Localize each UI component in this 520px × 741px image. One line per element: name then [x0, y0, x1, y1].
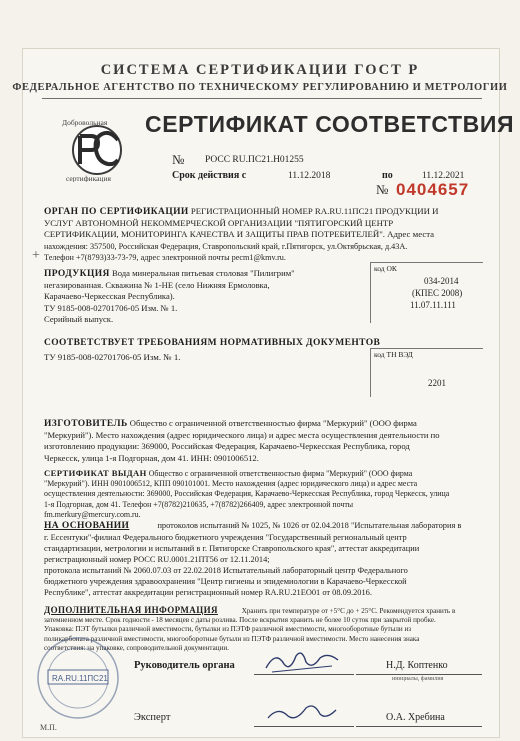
issued-line4: 1-я Подгорная, дом 41. Телефон +7(8782)210635, +7(8782)266409, адрес электронной почты: [44, 499, 354, 509]
manufacturer-line4: Черкесск, улица 1-я Подгорная, дом 41. ИНН: 0901006512.: [44, 452, 259, 463]
additional-line5: соответствия: на упаковке, сопроводительной документации.: [44, 643, 229, 652]
validity-to-label: по: [382, 170, 393, 181]
agency-name: ФЕДЕРАЛЬНОЕ АГЕНТСТВО ПО ТЕХНИЧЕСКОМУ РЕГУЛИРОВАНИЮ И МЕТРОЛОГИИ: [12, 82, 508, 93]
manufacturer-line1: Общество с ограниченной ответственностью фирма "Меркурий" (ООО фирма: [129, 418, 417, 428]
expert-signature-line: [254, 726, 354, 727]
gost-r-logo-icon: [58, 116, 136, 182]
requirements-line1: ТУ 9185-008-02701706-05 Изм. № 1.: [44, 352, 181, 362]
additional-line2: затемненном месте. Срок годности - 18 месяцев с даты розлива. После вскрытия хранить не более 10 суток при закрытой пробке.: [44, 616, 436, 625]
organ-line3: СЕРТИФИКАЦИИ, МОНИТОРИНГА КАЧЕСТВА И ЗАЩИТЫ ПРАВ ПОТРЕБИТЕЛЕЙ". Адрес места: [44, 229, 435, 240]
logo-top-text: Добровольная: [62, 118, 108, 127]
product-line3: Карачаево-Черкесская Республика).: [44, 291, 175, 302]
manufacturer-line3: изготовлению продукции: 369000, Российская Федерация, Карачаево-Черкесская Республика, город: [44, 441, 410, 452]
registration-cross-icon: +: [32, 248, 40, 263]
issued-block: [44, 468, 496, 520]
basis-line6: бюджетного учреждения здравоохранения "Центр гигиены и эпидемиологии в Карачаево-Черкесской: [44, 577, 407, 586]
head-signature-line: [254, 674, 354, 675]
additional-line3: Упаковка: ПЭТ бутылки различной вместимости, бутылки из ПЭТФ различной вместимости, многооборотные бутыли из: [44, 625, 412, 634]
expert-name-line: [356, 726, 482, 727]
validity-to: 11.12.2021: [422, 171, 465, 181]
product-code1: 034-2014: [424, 276, 459, 286]
basis-block: [44, 520, 496, 598]
system-title: СИСТЕМА СЕРТИФИКАЦИИ ГОСТ Р: [100, 62, 420, 78]
head-name: Н.Д. Коптенко: [386, 660, 448, 671]
manufacturer-label: ИЗГОТОВИТЕЛЬ: [44, 419, 128, 429]
basis-line1: протоколов испытаний № 1025, № 1026 от 02.04.2018 "Испытательная лаборатория в: [157, 521, 462, 530]
organ-line2: УСЛУГ АВТОНОМНОЙ НЕКОММЕРЧЕСКОЙ ОРГАНИЗАЦИИ "ПЯТИГОРСКИЙ ЦЕНТР: [44, 218, 394, 229]
product-line2: негазированная. Скважина № 1-НЕ (село Нижняя Ермоловка,: [44, 280, 270, 291]
basis-line5: протокола испытаний № 2060.07.03 от 22.02.2018 Испытательный лабораторный центр Федерального: [44, 566, 408, 575]
organ-block: [44, 206, 494, 263]
tnved-code-label: код ТН ВЭД: [374, 350, 413, 359]
number-symbol: №: [172, 152, 185, 167]
issued-line2: "Меркурий"). ИНН 0901006512, КПП 090101001. Место нахождения (адрес юридического лица) и адрес места: [44, 479, 418, 489]
additional-line1: Хранить при температуре от +5°С до + 25°С. Рекомендуется хранить в: [241, 607, 456, 615]
serial-number: 0404657: [396, 180, 470, 199]
issued-label: СЕРТИФИКАТ ВЫДАН: [44, 468, 147, 478]
manufacturer-block: [44, 418, 496, 464]
product-code-label: код ОК: [374, 264, 397, 273]
product-line1: Вода минеральная питьевая столовая "Пилигрим": [111, 268, 295, 278]
organ-label: ОРГАН ПО СЕРТИФИКАЦИИ: [44, 207, 189, 217]
serial-symbol: №: [376, 182, 389, 197]
official-stamp-icon: [32, 626, 124, 734]
validity-label: Срок действия с: [172, 170, 247, 181]
expert-name: О.А. Хребина: [386, 712, 445, 723]
issued-line3: осуществления деятельности: 369000, Российская Федерация, Карачаево-Черкесская Республика, город Черкесск, улица: [44, 489, 450, 499]
certificate-number: РОСС RU.ПС21.Н01255: [205, 155, 304, 165]
expert-signature-icon: [262, 700, 342, 726]
basis-line7: Республике", аттестат аккредитации регистрационный номер RA.RU.21ЕО01 от 08.09.2016.: [44, 588, 372, 597]
basis-line3: стандартизации, метрологии и испытаний в г. Пятигорске Ставропольского края", аттестат аккредитации: [44, 544, 420, 553]
issued-line1: Общество с ограниченной ответственностью фирма "Меркурий" (ООО фирма: [148, 469, 413, 478]
stamp-text: RA.RU.11ПС21: [52, 674, 108, 683]
head-signature-icon: [262, 646, 342, 676]
requirements-label: СООТВЕТСТВУЕТ ТРЕБОВАНИЯМ НОРМАТИВНЫХ ДОКУМЕНТОВ: [44, 338, 381, 348]
expert-label: Эксперт: [134, 712, 171, 723]
stamp-mp: М.П.: [40, 723, 57, 732]
head-label: Руководитель органа: [134, 660, 235, 671]
basis-line2: г. Ессентуки"-филиал Федерального бюджетного учреждения "Государственный региональный центр: [44, 533, 407, 542]
validity-from: 11.12.2018: [288, 171, 331, 181]
organ-line1: РЕГИСТРАЦИОННЫЙ НОМЕР RA.RU.11ПС21 ПРОДУКЦИИ И: [190, 206, 439, 216]
organ-line5: Телефон +7(8793)33-73-79, адрес электронной почты pecm1@kmv.ru.: [44, 252, 286, 262]
product-code2: (КПЕС 2008): [412, 288, 463, 298]
tnved-code: 2201: [428, 378, 446, 388]
product-block: [44, 268, 364, 325]
issued-line5: fm.merkury@mercury.com.ru.: [44, 509, 141, 519]
header-divider: [42, 98, 482, 99]
manufacturer-line2: "Меркурий"). Место нахождения (адрес юридического лица) и адрес места осуществления деятельности по: [44, 430, 440, 441]
certificate-title: СЕРТИФИКАТ СООТВЕТСТВИЯ: [145, 111, 515, 137]
additional-label: ДОПОЛНИТЕЛЬНАЯ ИНФОРМАЦИЯ: [44, 605, 218, 615]
product-label: ПРОДУКЦИЯ: [44, 269, 110, 279]
product-line4: ТУ 9185-008-02701706-05 Изм. № 1.: [44, 302, 178, 313]
organ-line4: нахождения: 357500, Российская Федерация, Ставропольский край, г.Пятигорск, ул.Октябрьская, д.43А.: [44, 241, 408, 251]
product-code3: 11.07.11.111: [410, 300, 456, 310]
basis-line4: регистрационный номер РОСС RU.0001.21ПТ56 от 12.11.2014;: [44, 555, 270, 564]
additional-line4: поликарбоната различной вместимости, многооборотные бутыли из ПЭТФ различной вместимости. Место нанесения знака: [44, 634, 420, 643]
basis-label: НА ОСНОВАНИИ: [44, 521, 130, 531]
logo-bottom-text: сертификация: [66, 174, 111, 182]
product-line5: Серийный выпуск.: [44, 313, 114, 324]
head-sublabel: инициалы, фамилия: [392, 676, 444, 682]
head-name-line: [356, 674, 482, 675]
